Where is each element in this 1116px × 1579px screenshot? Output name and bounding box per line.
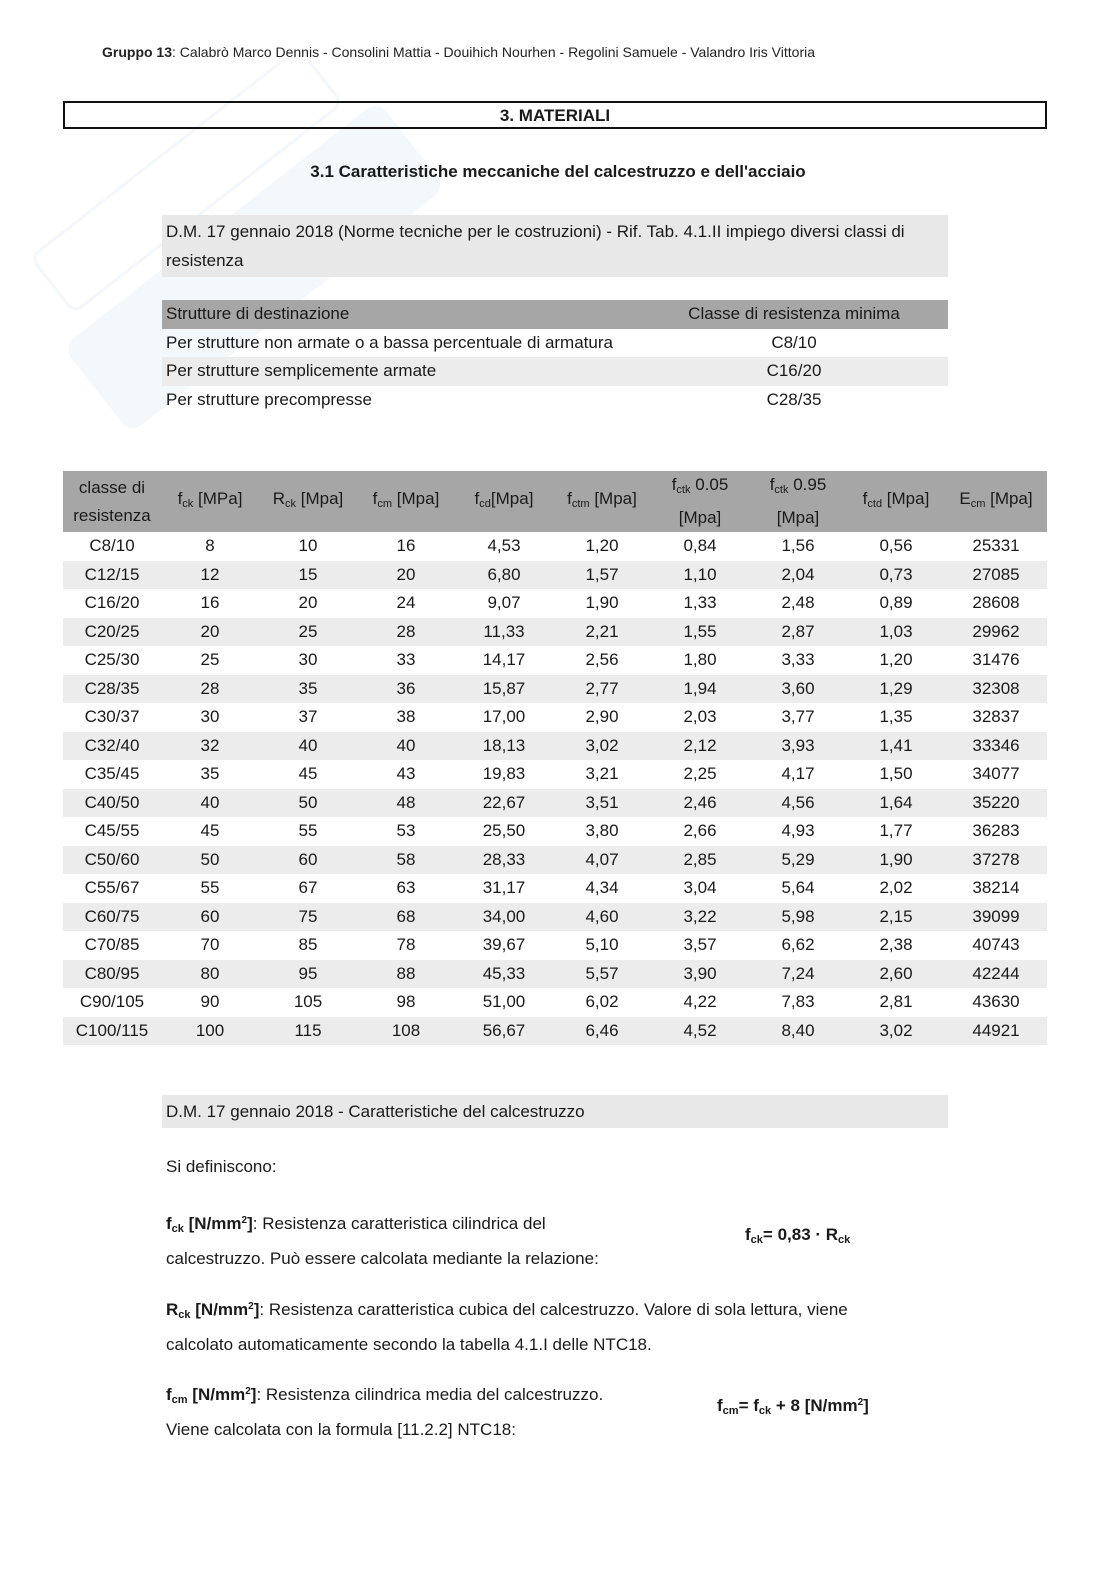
concrete-table-body — [63, 532, 1047, 1045]
cell-fcm: 108 — [391, 1020, 421, 1040]
cell-fctd: 1,41 — [879, 735, 913, 755]
group-members: : Calabrò Marco Dennis - Consolini Mattia - Douihich Nourhen - Regolini Samuele - Valandro Iris Vittoria — [172, 44, 816, 60]
cell-fctm: 1,57 — [585, 564, 619, 584]
cell-fcm: 43 — [396, 764, 416, 784]
cell-ecm: 27085 — [972, 564, 1020, 584]
cell-fctk095: 2,04 — [781, 564, 815, 584]
header-class: classe di resistenza — [73, 477, 151, 525]
subsection-title: 3.1 Caratteristiche meccaniche del calcestruzzo e dell'acciaio — [310, 162, 806, 181]
cell-fcd: 17,00 — [482, 707, 526, 727]
cell-class: C32/40 — [84, 735, 140, 755]
cell-fctk005: 2,12 — [683, 735, 717, 755]
cell-fck: 90 — [200, 992, 220, 1012]
cell-fctk095: 5,29 — [781, 849, 815, 869]
cell-class: C8/10 — [89, 536, 135, 556]
cell-rck: 25 — [298, 621, 318, 641]
table-row — [63, 589, 1047, 618]
header-fcd: $f_{cd}[Mpa]$ — [474, 489, 534, 510]
cell-fctk005: 3,90 — [683, 963, 717, 983]
cell-fctm: 1,20 — [585, 536, 619, 556]
cell-rck: 30 — [298, 650, 318, 670]
cell-fctd: 2,81 — [879, 992, 913, 1012]
cell-class: C16/20 — [84, 593, 140, 613]
cell-fcd: 51,00 — [482, 992, 526, 1012]
definitions-intro: Si definiscono: — [166, 1157, 277, 1176]
cell-class: C35/45 — [84, 764, 140, 784]
cell-fcd: 22,67 — [482, 792, 526, 812]
table-row — [162, 357, 948, 386]
table-row — [63, 874, 1047, 903]
cell-fcm: 78 — [396, 935, 416, 955]
cell-fcm: 53 — [396, 821, 416, 841]
cell-rck: 37 — [298, 707, 318, 727]
definition-fck: $f_{ck}$ $[N/mm^2]$: Resistenza caratteristica cilindrica del calcestruzzo. Può essere calcolata mediante la relazione: — [166, 1214, 599, 1268]
cell-fctd: 0,73 — [879, 564, 913, 584]
cell-fcm: 16 — [396, 536, 416, 556]
cell-fctk005: 2,46 — [683, 792, 717, 812]
cell-fctm: 3,02 — [585, 735, 619, 755]
cell-fctd: 1,90 — [879, 849, 913, 869]
cell-fctm: 4,60 — [585, 906, 619, 926]
cell-fcd: 34,00 — [482, 906, 526, 926]
cell-fctk005: 2,03 — [683, 707, 717, 727]
cell-fck: 25 — [200, 650, 220, 670]
cell-ecm: 25331 — [972, 536, 1020, 556]
cell-fcm: 48 — [396, 792, 416, 812]
cell-class: C40/50 — [84, 792, 140, 812]
cell-rck: 55 — [298, 821, 318, 841]
cell-ecm: 37278 — [972, 849, 1020, 869]
cell-ecm: 42244 — [972, 963, 1020, 983]
header-fcm: $f_{cm}$ [Mpa] — [372, 489, 440, 510]
cell-fctk095: 4,93 — [781, 821, 815, 841]
cell-ecm: 38214 — [972, 878, 1020, 898]
cell-class: C55/67 — [84, 878, 140, 898]
cell-fcm: 58 — [396, 849, 416, 869]
cell-ecm: 29962 — [972, 621, 1020, 641]
table-row — [63, 988, 1047, 1017]
table-row — [63, 703, 1047, 732]
cell-rck: 40 — [298, 735, 318, 755]
cell-fck: 60 — [200, 906, 220, 926]
cell-fcd: 19,83 — [482, 764, 526, 784]
cell-fctm: 2,21 — [585, 621, 619, 641]
cell-rck: 105 — [293, 992, 323, 1012]
cell-fck: 8 — [205, 536, 215, 556]
cell-rck: 67 — [298, 878, 318, 898]
cell-class: C25/30 — [84, 650, 140, 670]
cell-ecm: 28608 — [972, 593, 1020, 613]
table-row — [63, 789, 1047, 818]
cell-fcm: 40 — [396, 735, 416, 755]
cell-fctd: 1,20 — [879, 650, 913, 670]
cell-fctd: 2,15 — [879, 906, 913, 926]
cell-fctk005: 1,33 — [683, 593, 717, 613]
cell-fctk005: 1,10 — [683, 564, 717, 584]
cell-fck: 80 — [200, 963, 220, 983]
definition-fcm: $f_{cm}$ $[N/mm^2]$: Resistenza cilindrica media del calcestruzzo. Viene calcolata con la formula [11.2.2] NTC18: — [166, 1385, 604, 1439]
cell-class: C60/75 — [84, 906, 140, 926]
table-row — [63, 618, 1047, 647]
cell-fck: 50 — [200, 849, 220, 869]
cell-fctk005: 3,04 — [683, 878, 717, 898]
cell-fcm: 20 — [396, 564, 416, 584]
cell-fctk095: 3,33 — [781, 650, 815, 670]
reference-note: D.M. 17 gennaio 2018 (Norme tecniche per le costruzioni) - Rif. Tab. 4.1.II impiego diversi classi di resistenza — [162, 215, 948, 277]
cell-fctk095: 7,24 — [781, 963, 815, 983]
cell-rck: 85 — [298, 935, 318, 955]
cell-fctd: 1,03 — [879, 621, 913, 641]
cell-fck: 28 — [200, 678, 220, 698]
cell-class: C50/60 — [84, 849, 140, 869]
cell-fcd: 18,13 — [482, 735, 526, 755]
cell-fctm: 4,34 — [585, 878, 619, 898]
cell-fck: 100 — [195, 1020, 225, 1040]
cell-fctm: 6,02 — [585, 992, 619, 1012]
cell-fctd: 2,60 — [879, 963, 913, 983]
cell-class: C70/85 — [84, 935, 140, 955]
cell-rck: 35 — [298, 678, 318, 698]
cell-fcd: 39,67 — [482, 935, 526, 955]
cell-ecm: 32308 — [972, 678, 1020, 698]
cell-fctk095: 3,77 — [781, 707, 815, 727]
cell-rck: 115 — [294, 1020, 322, 1040]
cell-ecm: 31476 — [972, 650, 1020, 670]
cell-fctd: 1,50 — [879, 764, 913, 784]
cell-fctk005: 2,66 — [683, 821, 717, 841]
cell-class: C20/25 — [84, 621, 140, 641]
header-fctk005: $f_{ctk}$ 0.05 [Mpa] — [671, 475, 729, 527]
table-cell: Per strutture precompresse — [166, 389, 372, 409]
cell-rck: 10 — [298, 536, 318, 556]
cell-fck: 16 — [200, 593, 220, 613]
symbol-fck: $f_{ck}$ $[N/mm^2]$ — [166, 1214, 253, 1235]
symbol-fcm: $f_{cm}$ $[N/mm^2]$ — [166, 1385, 257, 1406]
cell-rck: 75 — [298, 906, 318, 926]
cell-fctk005: 1,55 — [683, 621, 717, 641]
cell-fctd: 3,02 — [879, 1020, 913, 1040]
group-label: Gruppo 13 — [102, 44, 173, 60]
table-row — [63, 732, 1047, 761]
cell-class: C28/35 — [84, 678, 140, 698]
cell-ecm: 43630 — [972, 992, 1020, 1012]
document-header — [102, 44, 815, 60]
cell-fcm: 28 — [396, 621, 416, 641]
table-row — [63, 960, 1047, 989]
cell-class: C12/15 — [84, 564, 140, 584]
cell-fctk095: 3,60 — [781, 678, 815, 698]
cell-ecm: 40743 — [972, 935, 1020, 955]
cell-fck: 12 — [200, 564, 220, 584]
cell-fcd: 14,17 — [482, 650, 526, 670]
cell-fctk095: 2,48 — [781, 593, 815, 613]
cell-fctm: 1,90 — [585, 593, 619, 613]
section-title: 3. MATERIALI — [63, 101, 1047, 129]
cell-fcd: 45,33 — [482, 963, 526, 983]
cell-fctk095: 2,87 — [781, 621, 815, 641]
table-row — [63, 675, 1047, 704]
header-rck: $R_{ck}$ [Mpa] — [272, 489, 344, 510]
cell-ecm: 44921 — [972, 1020, 1020, 1040]
table-row — [63, 846, 1047, 875]
header-cell: Strutture di destinazione — [166, 304, 350, 324]
cell-fctd: 2,38 — [879, 935, 913, 955]
cell-rck: 50 — [298, 792, 318, 812]
cell-fcm: 98 — [396, 992, 416, 1012]
formula-fck: $f_{ck}= 0,83 \cdot R_{ck}$ — [745, 1225, 851, 1246]
cell-fctk095: 8,40 — [781, 1020, 815, 1040]
cell-fctm: 5,57 — [585, 963, 619, 983]
cell-ecm: 34077 — [972, 764, 1020, 784]
cell-fctk005: 1,80 — [683, 650, 717, 670]
cell-fctk095: 5,98 — [781, 906, 815, 926]
cell-fck: 45 — [200, 821, 220, 841]
cell-fck: 55 — [200, 878, 220, 898]
header-fctk095: $f_{ctk}$ 0.95 [Mpa] — [769, 475, 827, 527]
cell-fctk095: 3,93 — [781, 735, 815, 755]
table-row — [162, 386, 948, 415]
cell-fcd: 9,07 — [487, 593, 521, 613]
cell-fctm: 2,77 — [585, 678, 619, 698]
table-cell: C8/10 — [771, 332, 817, 352]
table-row — [63, 817, 1047, 846]
formula-fcm: $f_{cm}= f_{ck} + 8$ $[N/mm^2]$ — [717, 1396, 869, 1417]
cell-rck: 45 — [298, 764, 318, 784]
table-row — [63, 532, 1047, 561]
table-cell: C28/35 — [766, 389, 822, 409]
cell-ecm: 36283 — [972, 821, 1020, 841]
table-cell: Per strutture semplicemente armate — [166, 361, 437, 381]
cell-fctk095: 4,56 — [781, 792, 815, 812]
cell-fctk005: 3,57 — [683, 935, 717, 955]
cell-class: C90/105 — [79, 992, 145, 1012]
cell-ecm: 32837 — [972, 707, 1020, 727]
symbol-rck: $R_{ck}$ $[N/mm^2]$ — [166, 1300, 260, 1321]
cell-fctk005: 2,85 — [683, 849, 717, 869]
cell-fctk005: 4,52 — [683, 1020, 717, 1040]
cell-fctd: 2,02 — [879, 878, 913, 898]
cell-fctd: 0,89 — [879, 593, 913, 613]
table-row — [63, 561, 1047, 590]
reference-note-2: D.M. 17 gennaio 2018 - Caratteristiche del calcestruzzo — [162, 1095, 948, 1128]
cell-class: C30/37 — [84, 707, 140, 727]
table-row — [63, 1017, 1047, 1046]
cell-fcm: 33 — [396, 650, 416, 670]
header-fctd: $f_{ctd}$ [Mpa] — [862, 489, 930, 510]
cell-fcm: 68 — [396, 906, 416, 926]
cell-fctm: 3,80 — [585, 821, 619, 841]
cell-fcd: 11,33 — [483, 621, 525, 641]
cell-fctm: 6,46 — [585, 1020, 619, 1040]
table-header-row — [63, 471, 1047, 532]
cell-fcd: 6,80 — [487, 564, 521, 584]
cell-fctd: 1,64 — [879, 792, 913, 812]
cell-fcm: 24 — [396, 593, 416, 613]
cell-fctk005: 0,84 — [683, 536, 717, 556]
cell-fctk005: 2,25 — [683, 764, 717, 784]
cell-fctm: 3,21 — [585, 764, 619, 784]
header-fctm: $f_{ctm}$ [Mpa] — [567, 489, 637, 510]
table-row — [63, 646, 1047, 675]
cell-fck: 20 — [200, 621, 220, 641]
table-row — [63, 931, 1047, 960]
cell-fctm: 4,07 — [585, 849, 619, 869]
cell-fctk095: 4,17 — [781, 764, 815, 784]
cell-fcd: 25,50 — [482, 821, 526, 841]
definition-rck: $R_{ck}$ $[N/mm^2]$: Resistenza caratteristica cubica del calcestruzzo. Valore di sola lettura, viene calcolato automaticamente secondo la tabella 4.1.I delle NTC18. — [166, 1300, 848, 1354]
table-cell: Per strutture non armate o a bassa percentuale di armatura — [166, 332, 613, 352]
cell-fctk095: 7,83 — [781, 992, 815, 1012]
cell-fctk095: 6,62 — [781, 935, 815, 955]
cell-fctm: 5,10 — [585, 935, 619, 955]
cell-class: C45/55 — [84, 821, 140, 841]
cell-ecm: 35220 — [972, 792, 1020, 812]
cell-ecm: 39099 — [972, 906, 1020, 926]
cell-rck: 95 — [298, 963, 318, 983]
cell-fctk095: 5,64 — [781, 878, 815, 898]
cell-rck: 20 — [298, 593, 318, 613]
cell-fck: 35 — [200, 764, 220, 784]
cell-rck: 15 — [298, 564, 318, 584]
table-cell: C16/20 — [766, 361, 822, 381]
cell-fcd: 56,67 — [482, 1020, 526, 1040]
cell-fctk005: 3,22 — [683, 906, 717, 926]
cell-class: C80/95 — [84, 963, 140, 983]
cell-fcd: 15,87 — [482, 678, 526, 698]
concrete-class-table — [63, 471, 1047, 1045]
cell-fcd: 4,53 — [487, 536, 521, 556]
cell-fcd: 31,17 — [482, 878, 526, 898]
destination-table — [162, 300, 948, 414]
cell-fctd: 0,56 — [879, 536, 913, 556]
header-fck: $f_{ck}$ [MPa] — [177, 489, 243, 510]
cell-fctd: 1,29 — [879, 678, 913, 698]
cell-fck: 30 — [200, 707, 220, 727]
header-cell: Classe di resistenza minima — [688, 304, 900, 324]
table-row — [63, 903, 1047, 932]
cell-fctk005: 1,94 — [683, 678, 717, 698]
table-row — [63, 760, 1047, 789]
cell-ecm: 33346 — [972, 735, 1020, 755]
cell-fcm: 63 — [396, 878, 416, 898]
cell-fctd: 1,35 — [879, 707, 913, 727]
cell-fck: 40 — [200, 792, 220, 812]
cell-fctm: 3,51 — [585, 792, 619, 812]
cell-fcm: 38 — [396, 707, 416, 727]
cell-fctm: 2,90 — [585, 707, 619, 727]
header-ecm: $E_{cm}$ [Mpa] — [959, 489, 1033, 510]
cell-fcd: 28,33 — [482, 849, 526, 869]
cell-fck: 32 — [200, 735, 220, 755]
cell-fcm: 36 — [396, 678, 416, 698]
cell-fctm: 2,56 — [585, 650, 619, 670]
table-row — [162, 329, 948, 358]
cell-fctk095: 1,56 — [781, 536, 815, 556]
cell-rck: 60 — [298, 849, 318, 869]
cell-fcm: 88 — [396, 963, 416, 983]
cell-fck: 70 — [200, 935, 220, 955]
cell-class: C100/115 — [75, 1020, 149, 1040]
cell-fctk005: 4,22 — [683, 992, 717, 1012]
table-header-row — [162, 300, 948, 329]
cell-fctd: 1,77 — [879, 821, 913, 841]
